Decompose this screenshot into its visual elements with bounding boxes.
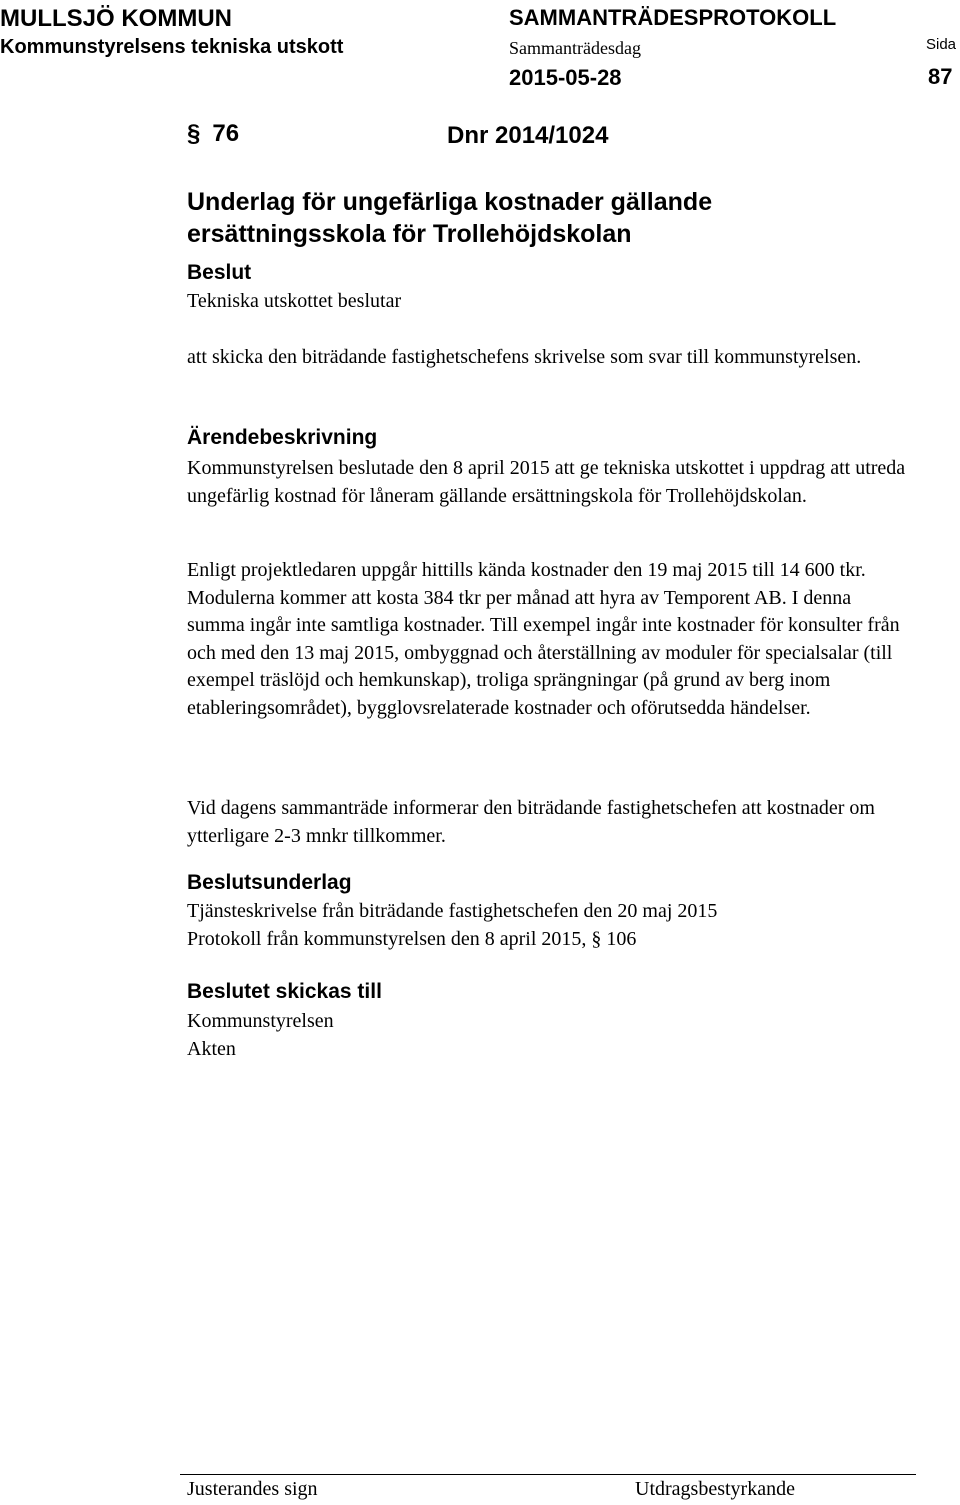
arende-paragraph: Enligt projektledaren uppgår hittills kända kostnader den 19 maj 2015 till 14 600 tkr. Modulerna kommer att kosta 384 tkr per månad att hyra av Temporent AB. I denna summa ingår inte samtliga kostnader. Till exempel ingår inte kostnader för konsulter från och med den 13 maj 2015, ombyggnad och återställning av moduler för specialsalar (till exempel träslöjd och hemkunskap), troliga sprängningar (på grund av berg inom etableringsområdet), bygglovsrelaterade kostnader och oförutsedda händelser. [187,559,900,719]
beslutsunderlag-list [187,898,907,953]
page-number: 87 [928,64,953,89]
list-item: Protokoll från kommunstyrelsen den 8 april 2015, § 106 [187,927,637,950]
meeting-date: 2015-05-28 [509,65,622,90]
list-item: Kommunstyrelsen [187,1010,334,1032]
department-name: Kommunstyrelsens tekniska utskott [0,36,344,58]
dnr: Dnr 2014/1024 [447,122,609,149]
section-symbol: § [187,120,201,147]
footer-justerandes-sign: Justerandes sign [187,1478,318,1500]
beslutsunderlag-heading: Beslutsunderlag [187,871,352,894]
arende-paragraph: Vid dagens sammanträde informerar den biträdande fastighetschefen att kostnader om ytterligare 2-3 mnkr tillkommer. [187,797,875,847]
footer-divider [180,1474,916,1475]
meeting-date-label: Sammanträdesdag [509,38,641,58]
page-label: Sida [926,36,957,53]
beslut-text: att skicka den biträdande fastighetschefens skrivelse som svar till kommunstyrelsen. [187,346,862,368]
paragraph-number [187,120,239,148]
beslut-intro: Tekniska utskottet beslutar [187,290,402,312]
list-item: Akten [187,1037,236,1060]
arendebeskrivning-heading: Ärendebeskrivning [187,426,378,449]
beslut-heading: Beslut [187,261,252,284]
skickas-heading: Beslutet skickas till [187,980,382,1003]
arende-paragraph: Kommunstyrelsen beslutade den 8 april 2015 att ge tekniska utskottet i uppdrag att utreda ungefärlig kostnad för låneram gällande ersättningskola för Trollehöjdskolan. [187,457,906,507]
organization-name: MULLSJÖ KOMMUN [0,5,232,32]
page-title: Underlag för ungefärliga kostnader gällande ersättningsskola för Trollehöjdskolan [187,188,713,248]
footer-utdragsbestyrkande: Utdragsbestyrkande [635,1478,795,1500]
document-type: SAMMANTRÄDESPROTOKOLL [509,5,837,30]
list-item: Tjänsteskrivelse från biträdande fastighetschefen den 20 maj 2015 [187,900,718,922]
skickas-list [187,1008,907,1063]
paragraph-number-value: 76 [212,120,240,147]
